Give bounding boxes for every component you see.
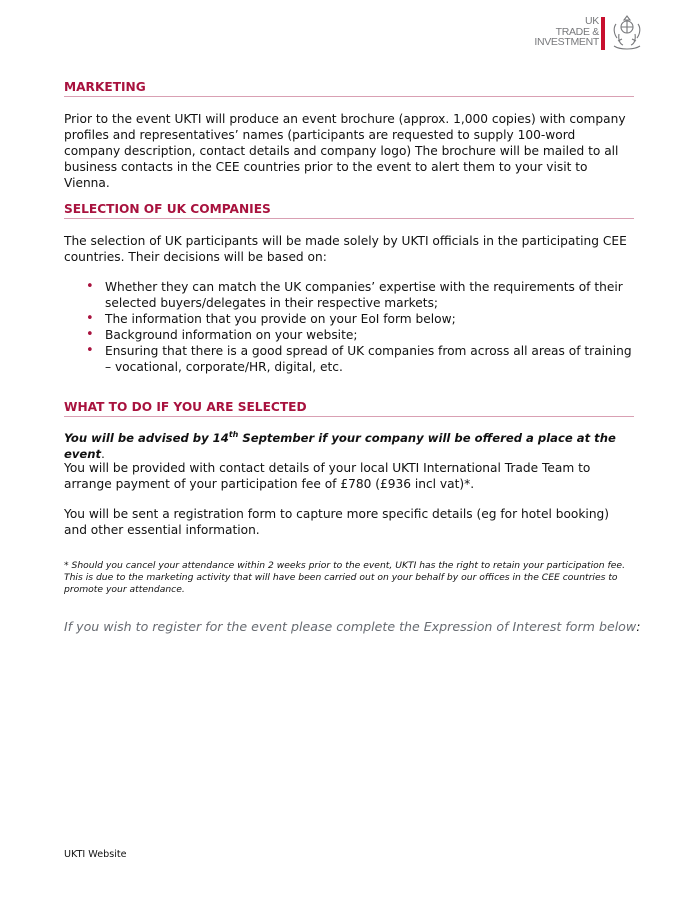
marketing-heading: MARKETING	[64, 80, 634, 97]
logo-line-trade: TRADE &	[555, 25, 599, 38]
bullet-icon: •	[86, 311, 94, 326]
bullet-icon: •	[86, 343, 94, 358]
cancellation-note: * Should you cancel your attendance within 2 weeks prior to the event, UKTI has the right to retain your participation fee. This is due to the marketing activity that will have been carried out on your behalf by our offices in the CEE countries to promote your attendance.	[64, 560, 626, 596]
advised-date-notice: You will be advised by 14th September if your company will be offered a place at the event.	[64, 430, 616, 461]
logo-line-uk: UK	[585, 15, 599, 27]
list-item: • The information that you provide on your EoI form below;	[86, 311, 456, 326]
register-instruction: If you wish to register for the event please complete the Expression of Interest form below:	[64, 619, 641, 634]
selection-heading: SELECTION OF UK COMPANIES	[64, 202, 634, 219]
bullet-icon: •	[86, 327, 94, 342]
logo-wordmark	[534, 16, 599, 48]
selection-intro: The selection of UK participants will be made solely by UKTI officials in the participating CEE countries. Their decisions will be based on:	[64, 234, 627, 264]
footer-text: UKTI Website	[64, 849, 127, 860]
selected-heading: WHAT TO DO IF YOU ARE SELECTED	[64, 400, 634, 417]
ukti-logo	[519, 14, 647, 56]
selection-criteria-list	[86, 279, 634, 375]
marketing-paragraph: Prior to the event UKTI will produce an event brochure (approx. 1,000 copies) with company profiles and representatives’ names (participants are requested to supply 100-word company description, contact details and company logo) The brochure will be mailed to all business contacts in the CEE countries prior to the event to alert them to your visit to Vienna.	[64, 112, 626, 190]
payment-paragraph: You will be provided with contact details of your local UKTI International Trade Team to arrange payment of your participation fee of £780 (£936 incl vat)*.	[64, 461, 591, 491]
list-item: • Ensuring that there is a good spread of UK companies from across all areas of training – vocational, corporate/HR, digital, etc.	[86, 343, 632, 374]
logo-red-bar	[601, 17, 605, 50]
bullet-icon: •	[86, 279, 94, 294]
list-item: • Whether they can match the UK companies’ expertise with the requirements of their selected buyers/delegates in their respective markets;	[86, 279, 623, 310]
list-item: • Background information on your website;	[86, 327, 358, 342]
registration-paragraph: You will be sent a registration form to capture more specific details (eg for hotel booking) and other essential information.	[64, 507, 610, 537]
royal-crest-icon	[608, 14, 646, 52]
logo-line-investment: INVESTMENT	[534, 36, 599, 48]
